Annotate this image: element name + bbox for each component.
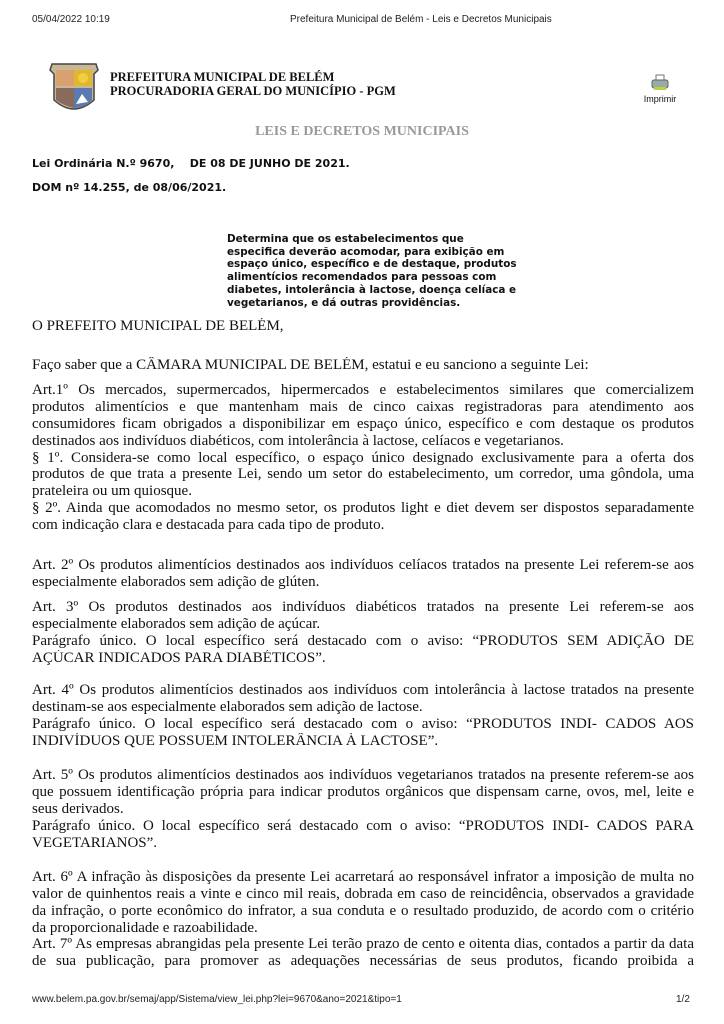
paragraph-line: especialmente elaborados sem adição de açúcar. <box>32 615 321 632</box>
paragraph-line: prateleira ou um quiosque. <box>32 483 192 500</box>
paragraph-line: Art. 3º Os produtos destinados aos indivíduos diabéticos tratados na presente Lei referem-se aos <box>32 599 694 615</box>
print-label: Imprimir <box>643 94 677 104</box>
paragraph-line: Art. 2º Os produtos alimentícios destinados aos indivíduos celíacos tratados na presente Lei referem-se aos <box>32 557 694 573</box>
print-page-title: Prefeitura Municipal de Belém - Leis e Decretos Municipais <box>290 14 552 25</box>
paragraph-line: O PREFEITO MUNICIPAL DE BELÉM, <box>32 318 284 334</box>
paragraph-line: Parágrafo único. O local específico será destacado com o aviso: “PRODUTOS INDI- CADOS AOS <box>32 715 694 732</box>
dom-reference: DOM nº 14.255, de 08/06/2021. <box>32 181 227 194</box>
paragraph-line: da proporcionalidade e razoabilidade. <box>32 919 258 936</box>
paragraph-line: destinam-se aos especialmente elaborados sem adição de lactose. <box>32 698 423 715</box>
paragraph <box>32 682 694 750</box>
paragraph-line: AÇÚCAR INDICADOS PARA DIABÉTICOS”. <box>32 649 326 666</box>
paragraph-line: Parágrafo único. O local específico será destacado com o aviso: “PRODUTOS INDI- CADOS PARA <box>32 817 694 834</box>
printer-icon <box>650 74 670 92</box>
print-datetime: 05/04/2022 10:19 <box>32 14 110 25</box>
belem-coat-of-arms-logo <box>48 60 100 116</box>
org-name: PREFEITURA MUNICIPAL DE BELÉM <box>110 70 335 84</box>
paragraph-line: produtos alimentícios e que mantenham mais de cinco caixas registradoras para atendimento aos <box>32 398 694 415</box>
law-title: Lei Ordinária N.º 9670, DE 08 DE JUNHO DE 2021. <box>32 157 350 170</box>
paragraph-line: Faço saber que a CÂMARA MUNICIPAL DE BELÉM, estatui e eu sanciono a seguinte Lei: <box>32 357 589 373</box>
paragraph-line: Art.1º Os mercados, supermercados, hipermercados e estabelecimentos similares que comercializem <box>32 382 694 398</box>
paragraph-line: Art. 4º Os produtos alimentícios destinados aos indivíduos com intolerância à lactose tratados na presente <box>32 682 694 698</box>
print-url: www.belem.pa.gov.br/semaj/app/Sistema/view_lei.php?lei=9670&ano=2021&tipo=1 <box>32 994 402 1005</box>
paragraph <box>32 869 694 937</box>
law-summary <box>227 233 517 309</box>
summary-line: Determina que os estabelecimentos que <box>227 233 464 245</box>
paragraph-line: de sua publicação, para promover as adequações necessárias de seus produtos, ficando proibida a <box>32 952 694 969</box>
paragraph-line: § 1º. Considera-se como local específico, o espaço único designado exclusivamente para a oferta dos <box>32 449 694 466</box>
paragraph-line: Art. 6º A infração às disposições da presente Lei acarretará ao responsável infrator a imposição de multa no <box>32 869 694 885</box>
paragraph <box>32 936 694 970</box>
paragraph-line: Art. 7º As empresas abrangidas pela presente Lei terão prazo de cento e oitenta dias, contados a partir da data <box>32 936 694 952</box>
summary-line: espaço único, específico e de destaque, produtos <box>227 258 517 271</box>
paragraph-line: Art. 5º Os produtos alimentícios destinados aos indivíduos vegetarianos tratados na presente referem-se aos <box>32 767 694 783</box>
paragraph-line: INDIVÍDUOS QUE POSSUEM INTOLERÂNCIA À LACTOSE”. <box>32 732 439 749</box>
paragraph <box>32 599 694 667</box>
summary-line: diabetes, intolerância à lactose, doença celíaca e <box>227 283 517 296</box>
summary-line: alimentícios recomendados para pessoas com <box>227 271 497 284</box>
paragraph-line: § 2º. Ainda que acomodados no mesmo setor, os produtos light e diet devem ser dispostos separadamente <box>32 500 694 517</box>
paragraph-line: consumidores ficam obrigados a disponibilizar em espaço único, específico e com destaque os produtos <box>32 415 694 432</box>
paragraph-line: especialmente elaborados sem adição de glúten. <box>32 573 320 590</box>
paragraph <box>32 357 694 374</box>
summary-line: especifica deverão acomodar, para exibição em <box>227 245 505 258</box>
org-department: PROCURADORIA GERAL DO MUNICÍPIO - PGM <box>110 84 396 98</box>
paragraph <box>32 318 694 335</box>
paragraph-line: seus derivados. <box>32 800 124 817</box>
paragraph-line: produtos de que trata a presente Lei, sendo um setor do estabelecimento, um corredor, uma gôndola, uma <box>32 466 694 483</box>
paragraph-line: VEGETARIANOS”. <box>32 834 158 851</box>
paragraph <box>32 767 694 851</box>
paragraph-line: Parágrafo único. O local específico será destacado com o aviso: “PRODUTOS SEM ADIÇÃO DE <box>32 632 694 649</box>
paragraph-line: destinados aos indivíduos diabéticos, com intolerância à lactose, celíacos e vegetarianos. <box>32 432 564 449</box>
paragraph-line: valor de quinhentos reais a vinte e cinco mil reais, dobrada em caso de reincidência, observados a gravidade <box>32 885 694 902</box>
page-number: 1/2 <box>676 994 690 1005</box>
paragraph <box>32 382 694 534</box>
summary-line: vegetarianos, e dá outras providências. <box>227 296 461 309</box>
paragraph <box>32 557 694 591</box>
paragraph-line: com indicação clara e destacada para cada tipo de produto. <box>32 517 385 534</box>
paragraph-line: que possuem identificação própria para indicar produtos orgânicos que dispensam carne, ovos, mel, leite e <box>32 783 694 800</box>
paragraph-line: da infração, o porte econômico do infrator, a sua conduta e o resultado produzido, de acordo com o critério <box>32 902 694 919</box>
print-button[interactable] <box>640 74 680 104</box>
section-title: LEIS E DECRETOS MUNICIPAIS <box>255 124 469 139</box>
